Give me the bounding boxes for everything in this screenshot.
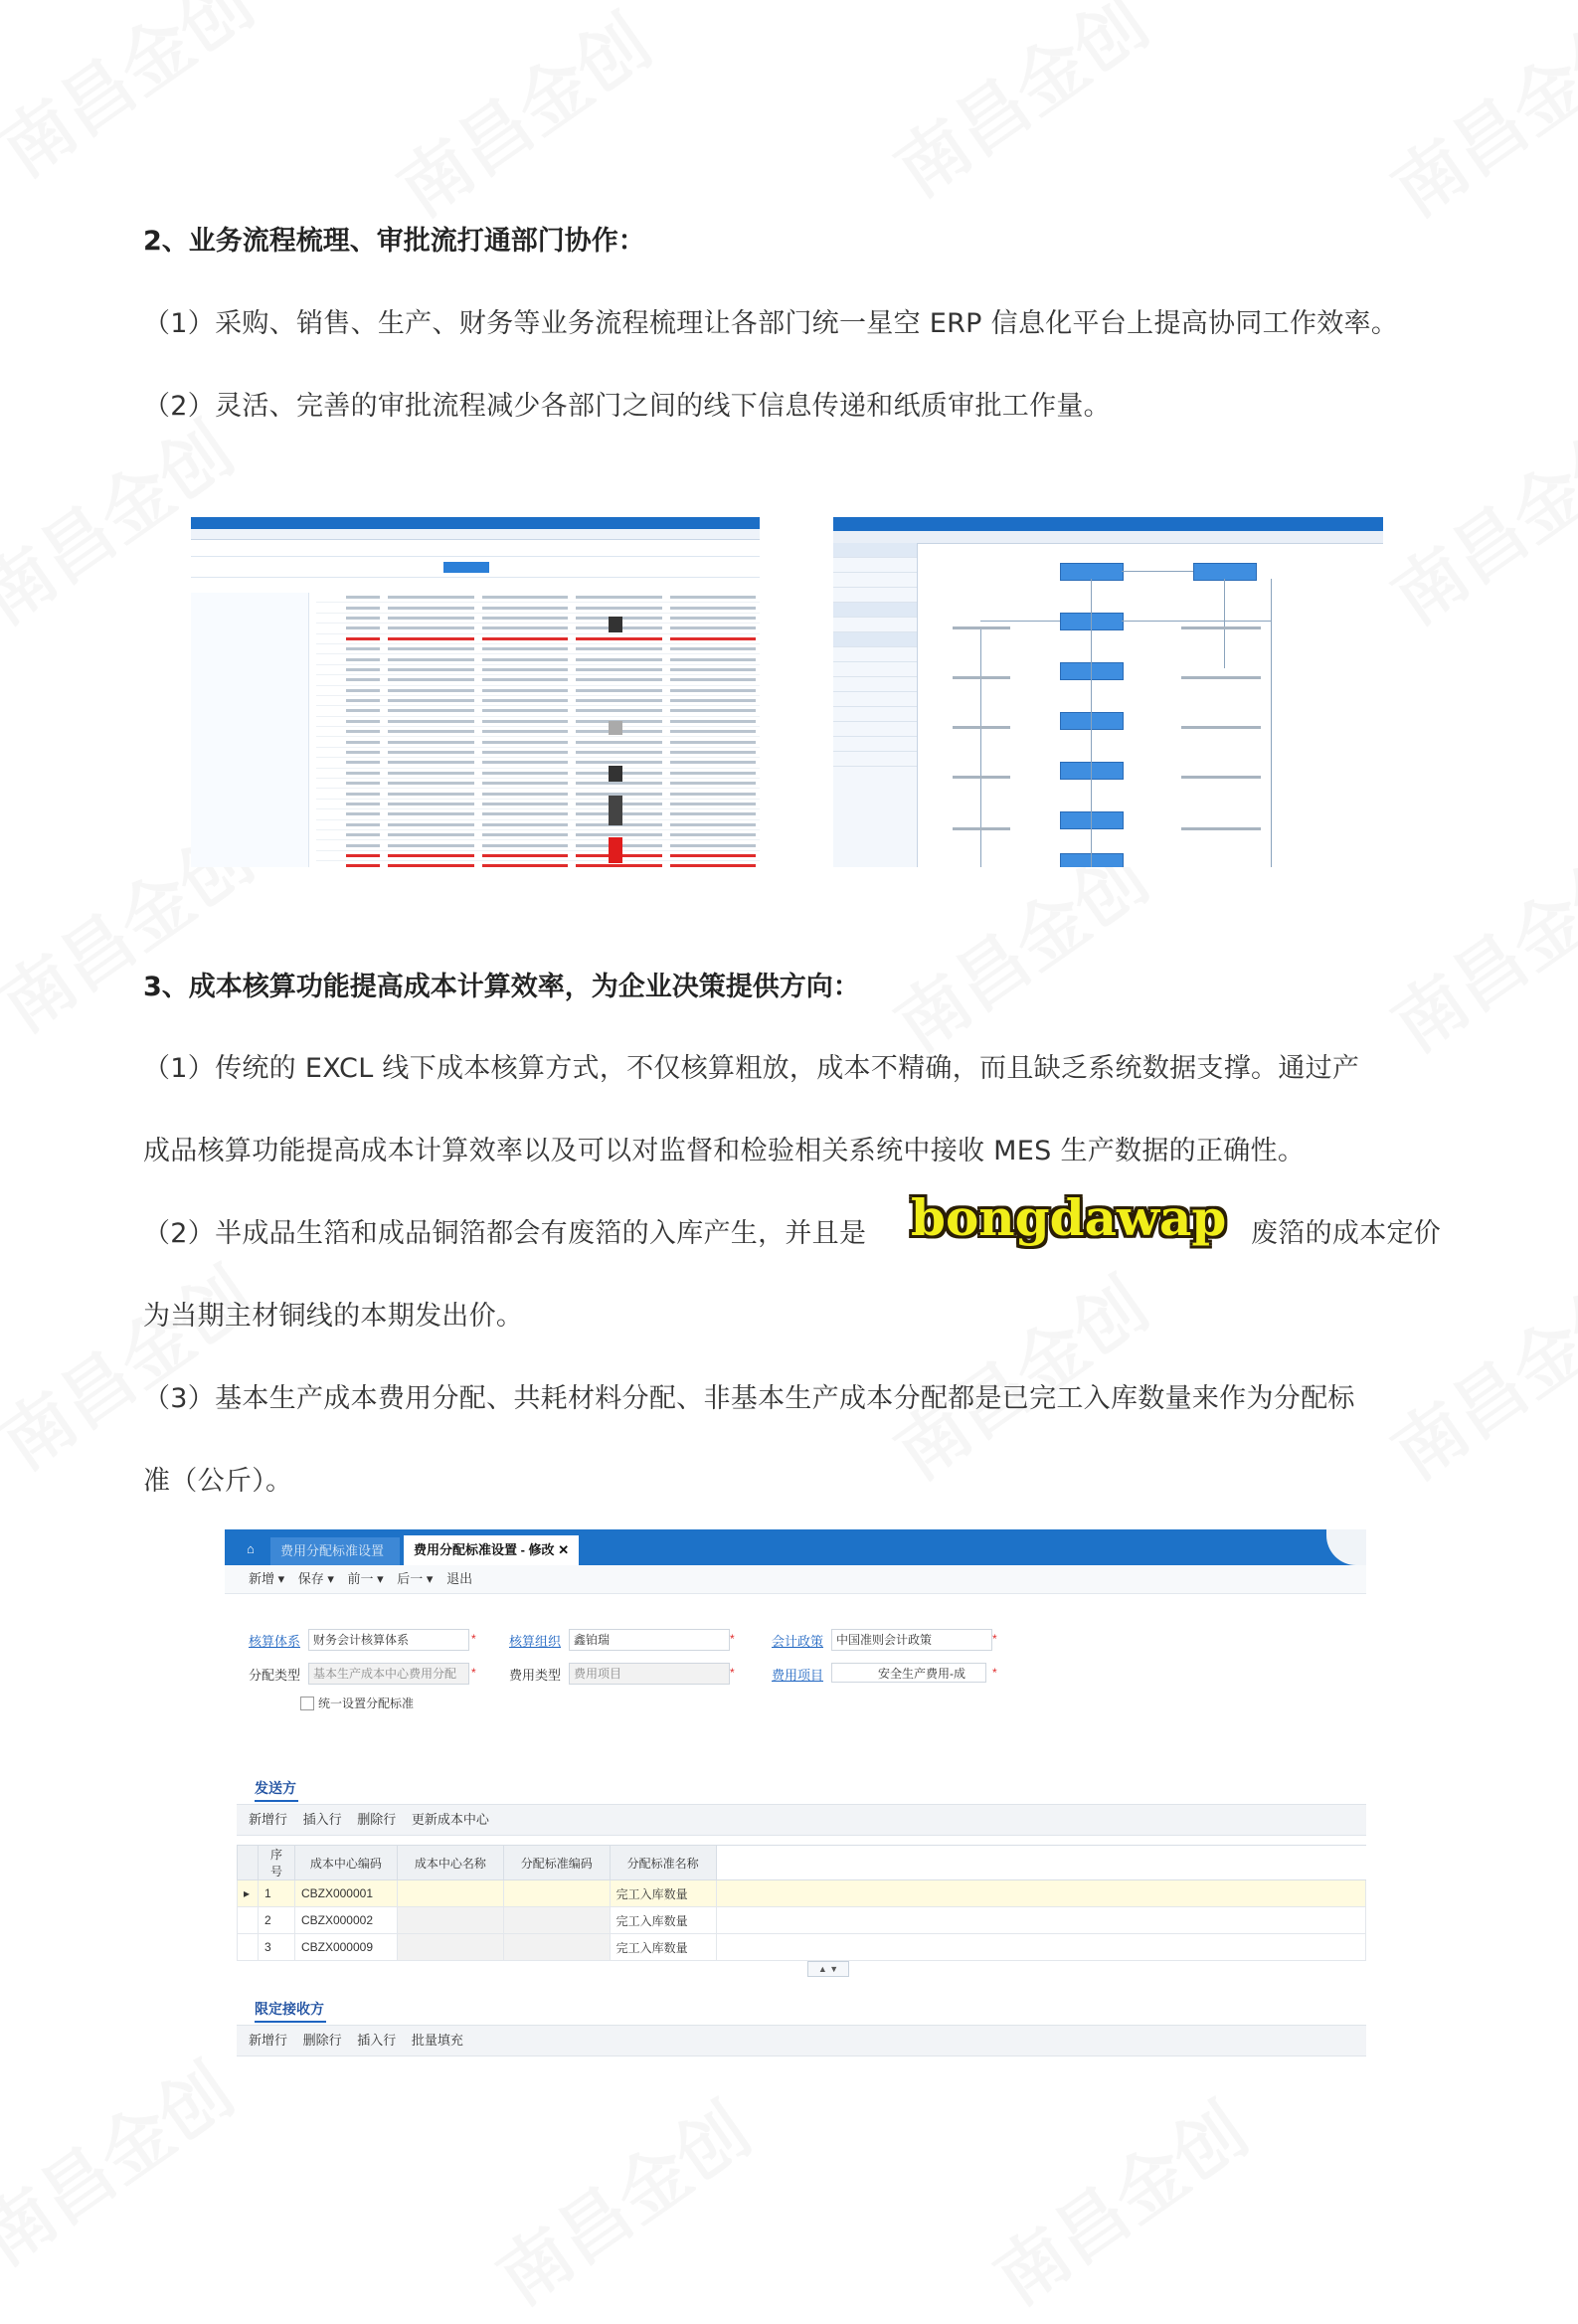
watermark [1368, 395, 1578, 643]
paragraph: （2）灵活、完善的审批流程减少各部门之间的线下信息传递和纸质审批工作量。 [143, 391, 1111, 422]
fee-item-field[interactable]: 安全生产费用-成 [831, 1663, 986, 1683]
prev-button[interactable]: 前一 ▾ [347, 1571, 384, 1586]
save-button[interactable]: 保存 ▾ [297, 1571, 334, 1586]
receiver-actions [237, 2025, 1366, 2056]
fee-type-label: 费用类型 [508, 1668, 561, 1683]
column-header: 分配标准编码 [503, 1846, 610, 1880]
add-row-button[interactable]: 新增行 [249, 1812, 288, 1827]
alloc-type-select[interactable]: 基本生产成本中心费用分配 [308, 1663, 469, 1685]
insert-row-button[interactable]: 插入行 [357, 2033, 397, 2048]
paragraph: （1）传统的 EXCL 线下成本核算方式，不仅核算粗放，成本不精确，而且缺乏系统数据支撑。通过产 [143, 1053, 1360, 1084]
watermark [1368, 0, 1578, 236]
update-cost-center-button[interactable]: 更新成本中心 [411, 1812, 489, 1827]
paragraph: 为当期主材铜线的本期发出价。 [143, 1301, 524, 1332]
paragraph: 成品核算功能提高成本计算效率以及可以对监督和检验相关系统中接收 MES 生产数据的正确性。 [143, 1136, 1306, 1166]
paragraph: （2）半成品生箔和成品铜箔都会有废箔的入库产生，并且是 [143, 1218, 867, 1249]
section-heading: 2、业务流程梳理、审批流打通部门协作： [143, 226, 645, 257]
watermark [0, 1240, 270, 1489]
tab-allocation-settings-edit[interactable]: 费用分配标准设置 - 修改 ✕ [404, 1535, 579, 1565]
unified-checkbox[interactable] [300, 1697, 314, 1710]
toolbar [225, 1565, 1366, 1594]
accounting-org-field[interactable]: 鑫铂瑞 [569, 1629, 730, 1651]
cost-allocation-screenshot: ⌂ 费用分配标准设置 费用分配标准设置 - 修改 ✕ 新增 ▾ 保存 ▾ 前一 ▾ 后一 ▾ 退出 核算体系 财务会计核算体系 * 核算组织 鑫铂瑞 * 会计政策 中国准则会计政策 * 分配类型 基本生产成本中心费用分配 * 费用类型 费用项目 * 费用项目 安全生产费用-成 * 统一设置分配标准 发送方 新增行 插入行 删除行 更新成本中心 序号 成本中心编码 成本中心名称 分配标准编码 分配标准名称 ▸ 1 CBZX000001 完工入库数量 2 CBZX000002 完工入库数量 3 CBZX000009 完工入库数量 ▲ ▼ 限定接收方 新增行 删除行 插入行 批量填充 [225, 1529, 1366, 2066]
column-header: 成本中心编码 [294, 1846, 397, 1880]
delete-row-button[interactable]: 删除行 [302, 2033, 342, 2048]
erp-list-screenshot [191, 517, 760, 867]
add-row-button[interactable]: 新增行 [249, 2033, 288, 2048]
pager-arrows[interactable]: ▲ ▼ [807, 1961, 849, 1977]
watermark [871, 1250, 1165, 1499]
sender-actions [237, 1804, 1366, 1836]
workflow-screenshot [833, 517, 1383, 867]
paragraph: 准（公斤）。 [143, 1466, 293, 1497]
new-button[interactable]: 新增 ▾ [249, 1571, 285, 1586]
paragraph: 废箔的成本定价 [1251, 1218, 1442, 1249]
insert-row-button[interactable]: 插入行 [302, 1812, 342, 1827]
watermark [970, 2075, 1265, 2324]
exit-button[interactable]: 退出 [446, 1571, 473, 1586]
table-row[interactable]: 2 CBZX000002 完工入库数量 [238, 1907, 1366, 1934]
unified-checkbox-label: 统一设置分配标准 [318, 1697, 415, 1710]
close-icon[interactable]: ✕ [558, 1542, 570, 1557]
tab-allocation-settings[interactable]: 费用分配标准设置 [270, 1537, 400, 1565]
accounting-policy-label[interactable]: 会计政策 [771, 1634, 823, 1649]
accounting-org-label[interactable]: 核算组织 [508, 1634, 561, 1649]
next-button[interactable]: 后一 ▾ [397, 1571, 434, 1586]
column-header: 序号 [258, 1846, 294, 1880]
section-heading: 3、成本核算功能提高成本计算效率，为企业决策提供方向： [143, 972, 860, 1002]
watermark [1368, 822, 1578, 1071]
search-button [443, 562, 489, 573]
overlay-banner: bongdawap [905, 1188, 1232, 1247]
delete-row-button[interactable]: 删除行 [357, 1812, 397, 1827]
batch-fill-button[interactable]: 批量填充 [411, 2033, 463, 2048]
column-header: 分配标准名称 [610, 1846, 716, 1880]
accounting-policy-field[interactable]: 中国准则会计政策 [831, 1629, 992, 1651]
fee-item-label[interactable]: 费用项目 [771, 1668, 823, 1683]
watermark [473, 2075, 768, 2324]
home-icon[interactable]: ⌂ [247, 1541, 255, 1556]
watermark [1368, 1250, 1578, 1499]
column-header: 成本中心名称 [397, 1846, 503, 1880]
accounting-system-field[interactable]: 财务会计核算体系 [308, 1629, 469, 1651]
watermark [871, 0, 1165, 216]
paragraph: （3）基本生产成本费用分配、共耗材料分配、非基本生产成本分配都是已完工入库数量来作为分配标 [143, 1383, 1355, 1414]
paragraph: （1）采购、销售、生产、财务等业务流程梳理让各部门统一星空 ERP 信息化平台上提高协同工作效率。 [143, 308, 1399, 339]
watermark [0, 0, 270, 196]
alloc-type-label: 分配类型 [248, 1668, 300, 1683]
table-row[interactable]: ▸ 1 CBZX000001 完工入库数量 [238, 1880, 1366, 1907]
sender-table [237, 1845, 1366, 1961]
fee-type-select[interactable]: 费用项目 [569, 1663, 730, 1685]
watermark [0, 2036, 251, 2284]
receiver-section-title: 限定接收方 [255, 1999, 326, 2023]
sender-section-title: 发送方 [255, 1778, 298, 1802]
accounting-system-label[interactable]: 核算体系 [248, 1634, 300, 1649]
watermark [374, 0, 668, 236]
table-row[interactable]: 3 CBZX000009 完工入库数量 [238, 1934, 1366, 1961]
